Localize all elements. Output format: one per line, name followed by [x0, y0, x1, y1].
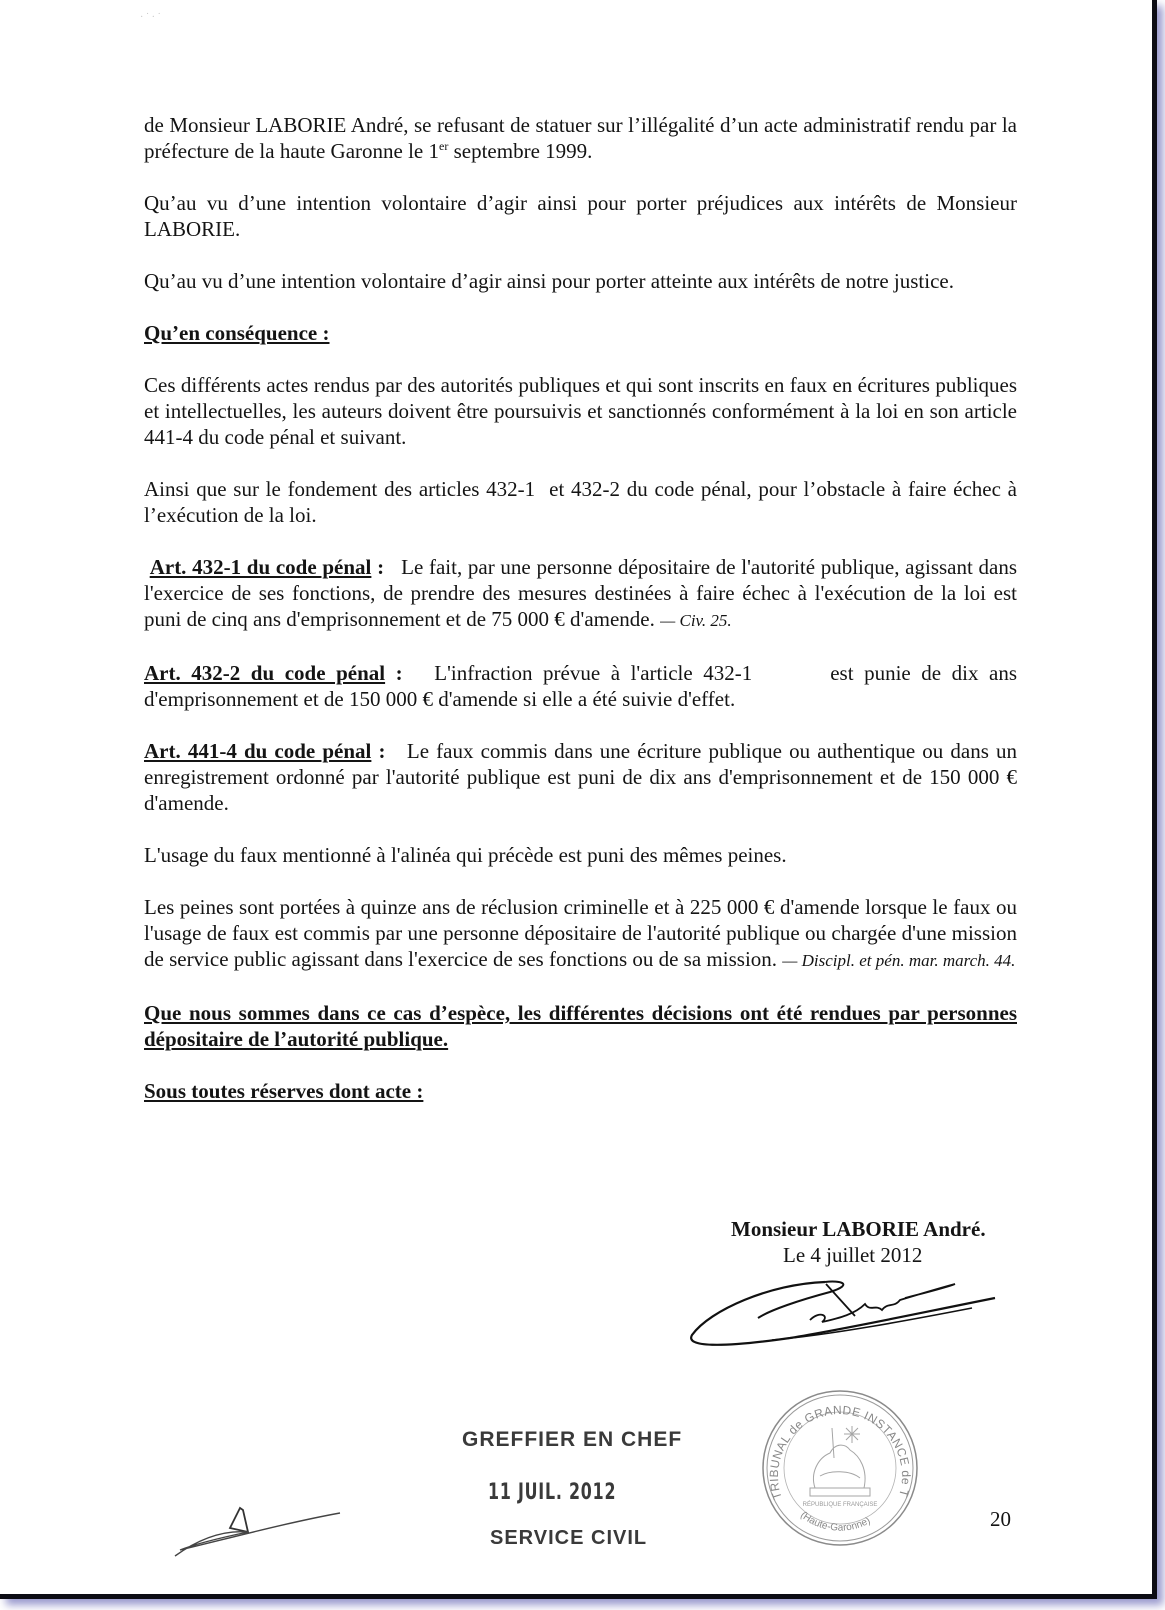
- article-colon: :: [385, 661, 403, 685]
- paragraph-actes: Ces différents actes rendus par des autorités publiques et qui sont inscrits en faux en écritures publiques et intellectuelles, les auteurs doivent être poursuivis et sanctionnés conformément à la loi en son article 441-4 du code pénal et suivant.: [144, 373, 1017, 449]
- article-title: Art. 441-4 du code pénal: [144, 739, 372, 763]
- superscript: er: [439, 139, 449, 153]
- paragraph-peines: [144, 894, 1017, 974]
- handwritten-signature: [680, 1270, 1010, 1350]
- stamp-greffier: GREFFIER EN CHEF: [462, 1428, 683, 1451]
- article-title: Art. 432-1 du code pénal: [149, 555, 372, 579]
- paraph-signature: [170, 1480, 350, 1560]
- article-text: Le faux commis dans une écriture publique ou authentique ou dans un enregistrement ordonné par l'autorité publique est puni de dix ans d'emprisonnement et de 150 000 € d'amende.: [144, 739, 1018, 815]
- signatory-name: Monsieur LABORIE André.: [731, 1217, 986, 1241]
- scan-artifact: · ˙ · ˙: [140, 12, 161, 23]
- article-title: Art. 432-2 du code pénal: [144, 661, 386, 685]
- paragraph-intro: [144, 112, 1017, 164]
- paragraph-reference: — Discipl. et pén. mar. march. 44.: [782, 951, 1016, 970]
- svg-text:(Haute-Garonne): [798, 1510, 872, 1534]
- paragraph-text: Ainsi que sur le fondement des articles 432-1: [144, 477, 536, 501]
- paragraph-justice: Qu’au vu d’une intention volontaire d’agir ainsi pour porter atteinte aux intérêts de notre justice.: [144, 269, 954, 293]
- seal-inner-text: RÉPUBLIQUE FRANÇAISE: [802, 1502, 878, 1508]
- stamp-date: 11 JUIL. 2012: [488, 1480, 617, 1505]
- article-432-1: [144, 554, 1017, 634]
- seal-top-text: TRIBUNAL de GRANDE INSTANCE de TOULOUSE: [755, 1377, 914, 1502]
- article-colon: :: [371, 555, 385, 579]
- article-reference: — Civ. 25.: [660, 611, 732, 630]
- court-seal: [755, 1377, 920, 1548]
- document-body: [144, 112, 1017, 1130]
- page-number: 20: [990, 1507, 1011, 1531]
- marianne-emblem-icon: [810, 1426, 870, 1496]
- article-text: est punie de dix ans d'emprisonnement et de 150 000 € d'amende si elle a été suivie d'effet.: [144, 661, 1017, 711]
- paragraph-text: Les peines sont portées à quinze ans de réclusion criminelle et à 225 000 € d'amende lorsque le faux ou l'usage de faux est commis par une personne dépositaire de l'autorité publique ou chargée d'une mission de service public agissant dans l'exercice de ses fonctions ou de sa mission.: [144, 895, 1017, 971]
- paragraph-fondement: [144, 476, 1017, 528]
- paragraph-prejudice: Qu’au vu d’une intention volontaire d’agir ainsi pour porter préjudices aux intérêts de Monsieur LABORIE.: [144, 191, 1017, 241]
- heading-consequence: Qu’en conséquence :: [144, 321, 330, 345]
- article-441-4: [144, 738, 1017, 816]
- article-colon: :: [371, 739, 386, 763]
- signature-date: Le 4 juillet 2012: [783, 1243, 923, 1267]
- paragraph-conclusion: Que nous sommes dans ce cas d’espèce, les différentes décisions ont été rendues par personnes dépositaire de l’autorité publique.: [144, 1001, 1017, 1051]
- article-text: Le fait, par une personne dépositaire de l'autorité publique, agissant dans l'exercice de ses fonctions, de prendre des mesures destinées à faire échec à l'exécution de la loi est puni de cinq ans d'emprisonnement et de 75 000 € d'amende.: [144, 555, 1018, 631]
- paragraph-text: septembre 1999.: [448, 139, 593, 163]
- heading-closing: Sous toutes réserves dont acte :: [144, 1079, 424, 1103]
- article-text: L'infraction prévue à l'article 432-1: [434, 661, 753, 685]
- paragraph-text: et 432-2 du code pénal, pour l’obstacle à faire échec à l’exécution de la loi.: [144, 477, 1017, 527]
- paragraph-text: de Monsieur LABORIE André, se refusant de statuer sur l’illégalité d’un acte administratif rendu par la préfecture de la haute Garonne le 1: [144, 113, 1017, 163]
- article-432-2: [144, 660, 1017, 712]
- seal-bottom-text: (Haute-Garonne): [798, 1509, 873, 1534]
- paragraph-usage-faux: L'usage du faux mentionné à l'alinéa qui précède est puni des mêmes peines.: [144, 843, 787, 867]
- stamp-service: SERVICE CIVIL: [490, 1527, 648, 1549]
